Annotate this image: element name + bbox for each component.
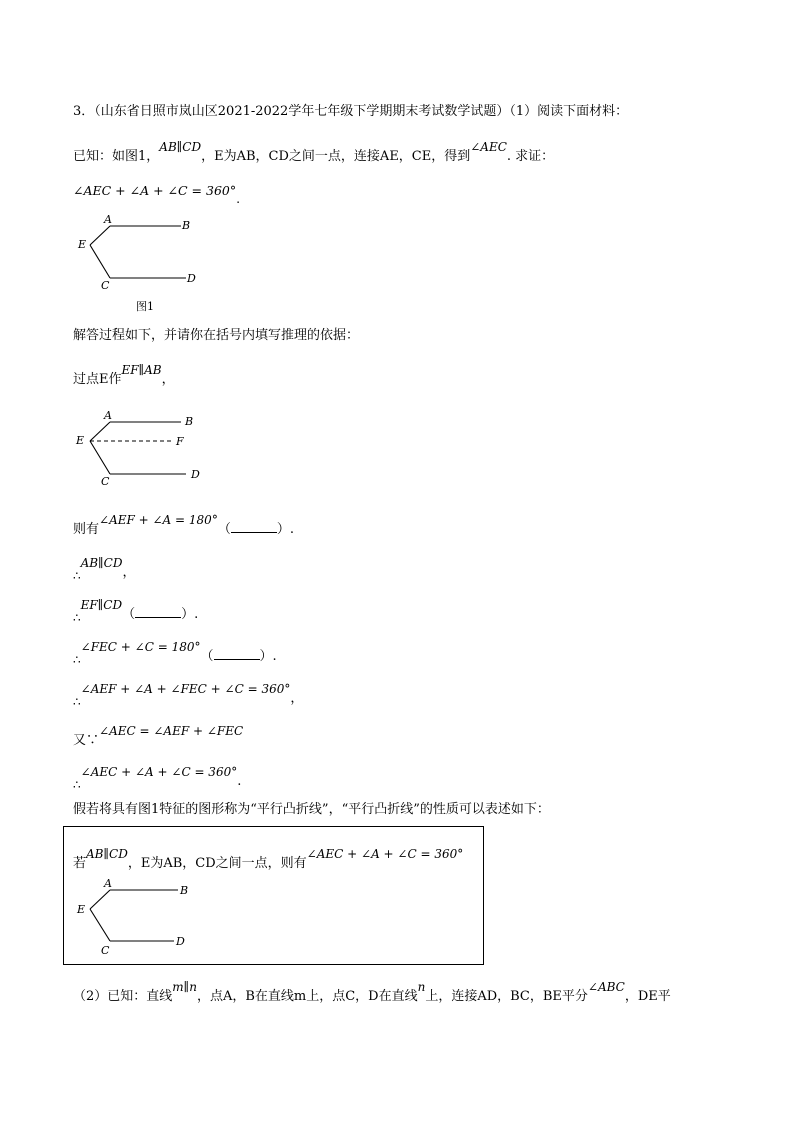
label-e: E	[76, 434, 85, 447]
label-b: B	[185, 415, 194, 428]
label-d: D	[191, 468, 200, 481]
part2-n: n	[417, 980, 426, 994]
step7-suffix: .	[237, 774, 242, 789]
box-prefix: 若	[73, 856, 87, 871]
part2-angle-abc: ∠ABC	[587, 980, 625, 994]
step1-blank[interactable]	[231, 520, 277, 533]
step4-equation: ∠FEC + ∠C = 180°	[80, 640, 201, 654]
therefore-symbol: ∴	[73, 653, 81, 667]
prove-equation-text: ∠AEC + ∠A + ∠C = 360°	[73, 183, 237, 198]
step-4	[73, 640, 277, 667]
part2-mid2: 上，连接AD，BC，BE平分	[425, 989, 588, 1004]
step-ef-prefix: 过点E作	[73, 372, 122, 387]
part2-m-parallel-n: m∥n	[172, 980, 197, 994]
step-ef-suffix: ，	[161, 372, 175, 387]
step3-equation: EF∥CD	[80, 598, 123, 612]
known-statement	[73, 140, 555, 165]
step3-paren-close: ）.	[181, 607, 199, 622]
step-1	[73, 513, 294, 538]
part2-prefix: （2）已知：直线	[73, 989, 173, 1004]
step2-equation: AB∥CD	[80, 556, 123, 570]
known-ab-parallel-cd: AB∥CD	[159, 140, 202, 154]
label-b: B	[182, 219, 191, 232]
step7-equation: ∠AEC + ∠A + ∠C = 360°	[80, 765, 238, 779]
step5-suffix: ，	[290, 691, 304, 706]
known-angle-aec: ∠AEC	[470, 140, 507, 154]
label-f: F	[176, 435, 184, 448]
known-prefix: 已知：如图1，	[73, 149, 160, 164]
known-suffix: . 求证：	[506, 149, 555, 164]
label-b: B	[180, 884, 189, 897]
step3-blank[interactable]	[135, 605, 181, 618]
therefore-symbol: ∴	[73, 611, 81, 625]
box-ab-parallel-cd: AB∥CD	[86, 847, 128, 861]
step-5	[73, 682, 304, 709]
box-mid: ，E为AB，CD之间一点，则有	[127, 856, 307, 871]
property-statement	[73, 847, 464, 872]
label-a: A	[104, 877, 112, 890]
solution-intro: 解答过程如下，并请你在括号内填写推理的依据：	[73, 328, 360, 343]
definition: 假若将具有图1特征的图形称为“平行凸折线”，“平行凸折线”的性质可以表述如下：	[73, 802, 550, 817]
part-2	[73, 980, 671, 1005]
therefore-symbol: ∴	[73, 778, 81, 792]
step1-prefix: 则有	[73, 522, 100, 537]
step6-equation: ∠AEC = ∠AEF + ∠FEC	[99, 724, 244, 738]
step1-equation: ∠AEF + ∠A = 180°	[99, 513, 218, 527]
label-a: A	[104, 409, 112, 422]
question-header: 3．（山东省日照市岚山区2021-2022学年七年级下学期期末考试数学试题）（1）阅读下面材料：	[73, 104, 629, 119]
figure-3	[70, 876, 220, 958]
segment-ea	[90, 226, 110, 245]
step4-blank[interactable]	[214, 647, 260, 660]
part2-suffix: ，DE平	[624, 989, 671, 1004]
label-c: C	[101, 944, 110, 957]
segment-ec	[90, 909, 110, 941]
step1-paren-close: ）.	[276, 522, 294, 537]
prove-equation-dot: .	[236, 191, 241, 206]
label-c: C	[101, 279, 110, 292]
segment-ea	[90, 890, 110, 909]
label-d: D	[187, 272, 196, 285]
segment-ea	[90, 422, 110, 441]
step2-suffix: ，	[122, 565, 136, 580]
step3-paren-open: （	[122, 607, 136, 622]
step4-paren-close: ）.	[259, 649, 277, 664]
label-e: E	[77, 903, 86, 916]
step-7	[73, 765, 242, 792]
therefore-symbol: ∴	[73, 695, 81, 709]
step-6	[73, 724, 244, 749]
step-3	[73, 598, 199, 625]
step-2	[73, 556, 136, 583]
step1-paren-open: （	[217, 522, 231, 537]
segment-ec	[90, 245, 110, 278]
known-mid: ，E为AB，CD之间一点，连接AE，CE，得到	[201, 149, 471, 164]
segment-ec	[90, 441, 110, 474]
box-equation: ∠AEC + ∠A + ∠C = 360°	[306, 847, 464, 861]
therefore-symbol: ∴	[73, 569, 81, 583]
step6-prefix: 又∵	[73, 733, 100, 748]
step-construct-ef	[73, 363, 175, 388]
step4-paren-open: （	[200, 649, 214, 664]
figure-1	[70, 212, 230, 316]
label-e: E	[78, 238, 87, 251]
label-c: C	[101, 475, 110, 488]
step-ef-ab: EF∥AB	[121, 363, 162, 377]
label-a: A	[104, 213, 112, 226]
figure-caption: 图1	[136, 300, 154, 313]
prove-equation	[73, 183, 241, 206]
step5-equation: ∠AEF + ∠A + ∠FEC + ∠C = 360°	[80, 682, 291, 696]
figure-2	[70, 408, 230, 490]
label-d: D	[176, 935, 185, 948]
part2-mid: ，点A，B在直线m上，点C，D在直线	[196, 989, 418, 1004]
